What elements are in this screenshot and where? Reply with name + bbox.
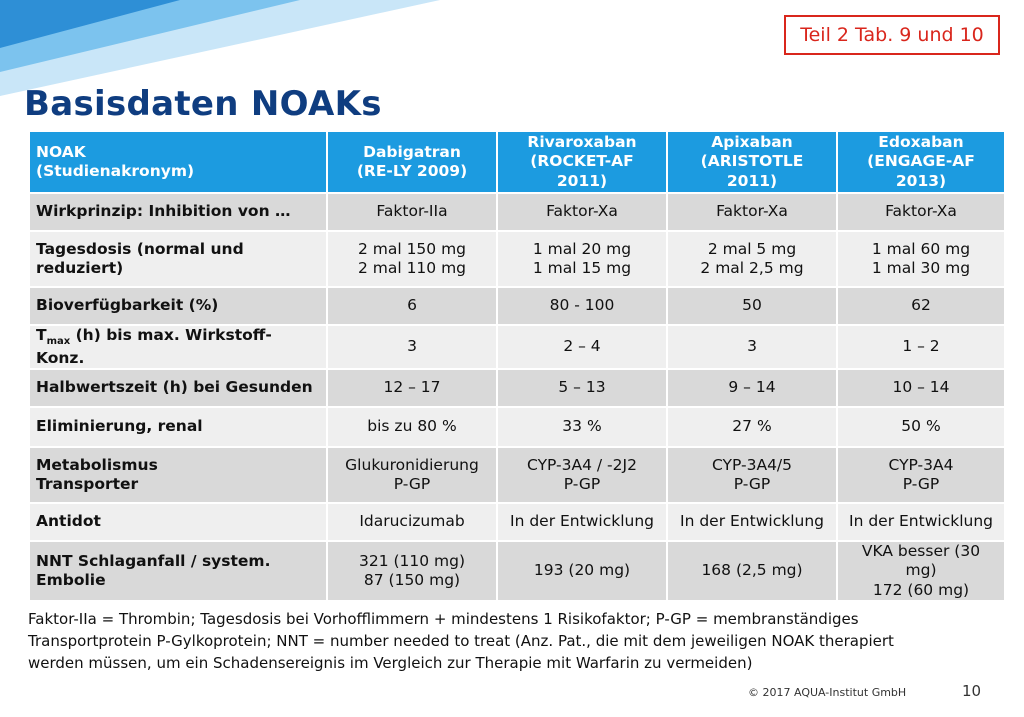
cell-text: 50 % [901, 417, 941, 436]
table-row [29, 447, 1005, 503]
table-row [29, 193, 1005, 231]
header-cell-drug [497, 131, 667, 193]
table-cell [837, 407, 1005, 447]
header-line: (ROCKET-AF 2011) [530, 152, 634, 190]
cell-text: 172 (60 mg) [872, 580, 970, 599]
table-cell [497, 287, 667, 325]
row-label-text: NNT Schlaganfall / system. [36, 551, 271, 570]
cell-text: 62 [911, 296, 931, 315]
cell-text: 168 (2,5 mg) [701, 561, 803, 580]
cell-text: 9 – 14 [728, 378, 776, 397]
footnote [28, 608, 998, 674]
table-cell [327, 193, 497, 231]
cell-text: Faktor-Xa [546, 202, 618, 221]
table-row [29, 325, 1005, 369]
table-header-row [29, 131, 1005, 193]
header-line: (ARISTOTLE 2011) [700, 152, 804, 190]
cell-text: 1 mal 15 mg [532, 259, 632, 277]
header-cell-drug [667, 131, 837, 193]
cell-text: 33 % [562, 417, 602, 436]
table-cell [497, 503, 667, 541]
row-label [29, 447, 327, 503]
row-label [29, 193, 327, 231]
table-cell [667, 407, 837, 447]
table-cell [667, 541, 837, 601]
cell-text: P-GP [563, 474, 601, 493]
table-row [29, 503, 1005, 541]
table-cell [327, 231, 497, 287]
table-cell [497, 325, 667, 369]
cell-text: 2 mal 2,5 mg [700, 259, 804, 277]
table-cell [837, 231, 1005, 287]
header-line: (Studienakronym) [36, 162, 195, 180]
table-cell [667, 231, 837, 287]
table-cell [837, 287, 1005, 325]
table-cell [667, 325, 837, 369]
table-cell [667, 503, 837, 541]
cell-text: 1 mal 60 mg [871, 239, 971, 258]
table-cell [497, 193, 667, 231]
table-cell [837, 325, 1005, 369]
cell-text: CYP-3A4 / -2J2 [527, 455, 637, 474]
row-label [29, 503, 327, 541]
cell-text: 27 % [732, 417, 772, 436]
table-cell [837, 447, 1005, 503]
slide-title: Basisdaten NOAKs [24, 84, 382, 124]
cell-text: 10 – 14 [892, 378, 950, 397]
table-cell [327, 447, 497, 503]
header-line: Dabigatran [363, 142, 461, 161]
table-row [29, 407, 1005, 447]
cell-text: Faktor-IIa [376, 202, 448, 221]
table-cell [327, 407, 497, 447]
reference-badge: Teil 2 Tab. 9 und 10 [784, 15, 1000, 55]
cell-text: 193 (20 mg) [533, 561, 631, 580]
row-label-text: Wirkprinzip: Inhibition von … [36, 202, 291, 221]
cell-text: 2 mal 5 mg [707, 239, 797, 258]
copyright-text: © 2017 AQUA-Institut GmbH [748, 686, 907, 699]
cell-text: P-GP [733, 474, 771, 493]
row-label [29, 287, 327, 325]
cell-text: 50 [742, 296, 762, 315]
row-label [29, 407, 327, 447]
table-cell [667, 287, 837, 325]
table-cell [837, 369, 1005, 407]
cell-text: In der Entwicklung [510, 512, 654, 531]
table-cell [327, 369, 497, 407]
cell-text: CYP-3A4/5 [711, 455, 793, 474]
cell-text: 3 [747, 337, 757, 356]
table-cell [327, 541, 497, 601]
row-label-text: Eliminierung, renal [36, 417, 203, 436]
page-number: 10 [962, 682, 982, 700]
cell-text: 12 – 17 [383, 378, 441, 397]
cell-text: P-GP [902, 474, 940, 493]
header-cell-drug [837, 131, 1005, 193]
row-label [29, 541, 327, 601]
cell-text: In der Entwicklung [849, 512, 993, 531]
row-label-text: Tagesdosis (normal und [36, 239, 244, 258]
cell-text: 87 (150 mg) [363, 571, 461, 590]
cell-text: 3 [407, 337, 417, 356]
row-label-text: Transporter [36, 474, 139, 493]
cell-text: Faktor-Xa [885, 202, 957, 221]
table-cell [497, 541, 667, 601]
cell-text: 80 - 100 [549, 296, 615, 315]
header-cell-drug [327, 131, 497, 193]
cell-text: P-GP [393, 474, 431, 493]
cell-text: 2 mal 150 mg [357, 239, 467, 258]
table-row [29, 231, 1005, 287]
footnote-line: Faktor-IIa = Thrombin; Tagesdosis bei Vorhofflimmern + mindestens 1 Risikofaktor; P-GP = membranständiges [28, 610, 859, 628]
table-cell [837, 503, 1005, 541]
row-label [29, 369, 327, 407]
cell-text: 5 – 13 [558, 378, 606, 397]
header-line: (ENGAGE-AF 2013) [867, 152, 975, 190]
table-cell [667, 369, 837, 407]
table-cell [667, 447, 837, 503]
row-label-subscript: max [46, 336, 71, 348]
cell-text: 6 [407, 296, 417, 315]
table-cell [497, 407, 667, 447]
cell-text: VKA besser (30 mg) [861, 541, 981, 580]
table-cell [497, 447, 667, 503]
cell-text: 321 (110 mg) [358, 551, 466, 570]
cell-text: 1 mal 30 mg [871, 259, 971, 277]
table-cell [327, 287, 497, 325]
row-label-text: (h) bis max. Wirkstoff-Konz. [36, 326, 272, 367]
table-row [29, 369, 1005, 407]
cell-text: Idarucizumab [359, 512, 465, 531]
cell-text: 2 – 4 [563, 337, 601, 356]
row-label-text: T [36, 326, 47, 344]
row-label-text: Embolie [36, 571, 106, 590]
footnote-line: Transportprotein P-Gylkoprotein; NNT = number needed to treat (Anz. Pat., die mit dem jeweiligen NOAK therapiert [28, 632, 894, 650]
cell-text: CYP-3A4 [888, 455, 954, 474]
cell-text: 1 – 2 [902, 337, 940, 356]
table-cell [327, 503, 497, 541]
cell-text: In der Entwicklung [680, 512, 824, 531]
row-label [29, 231, 327, 287]
table-cell [837, 541, 1005, 601]
cell-text: Faktor-Xa [716, 202, 788, 221]
table-cell [497, 369, 667, 407]
header-cell-noak [29, 131, 327, 193]
header-line: Apixaban [711, 132, 793, 151]
row-label [29, 325, 327, 369]
table-row [29, 541, 1005, 601]
header-line: Edoxaban [878, 132, 964, 151]
table-cell [837, 193, 1005, 231]
noak-table [28, 130, 1006, 602]
footnote-line: werden müssen, um ein Schadensereignis im Vergleich zur Therapie mit Warfarin zu vermeiden) [28, 654, 753, 672]
table-cell [497, 231, 667, 287]
row-label-text: Bioverfügbarkeit (%) [36, 296, 219, 315]
row-label-text: reduziert) [36, 259, 124, 277]
cell-text: Glukuronidierung [345, 455, 479, 474]
cell-text: bis zu 80 % [367, 417, 457, 436]
row-label-text: Metabolismus [36, 455, 158, 474]
row-label-text: Antidot [36, 512, 101, 531]
header-line: (RE-LY 2009) [356, 162, 468, 180]
header-line: NOAK [36, 142, 86, 161]
cell-text: 2 mal 110 mg [357, 259, 467, 277]
cell-text: 1 mal 20 mg [532, 239, 632, 258]
row-label-text: Halbwertszeit (h) bei Gesunden [36, 378, 313, 397]
table-row [29, 287, 1005, 325]
table-cell [327, 325, 497, 369]
table-cell [667, 193, 837, 231]
header-line: Rivaroxaban [527, 132, 637, 151]
table-body [29, 193, 1005, 601]
